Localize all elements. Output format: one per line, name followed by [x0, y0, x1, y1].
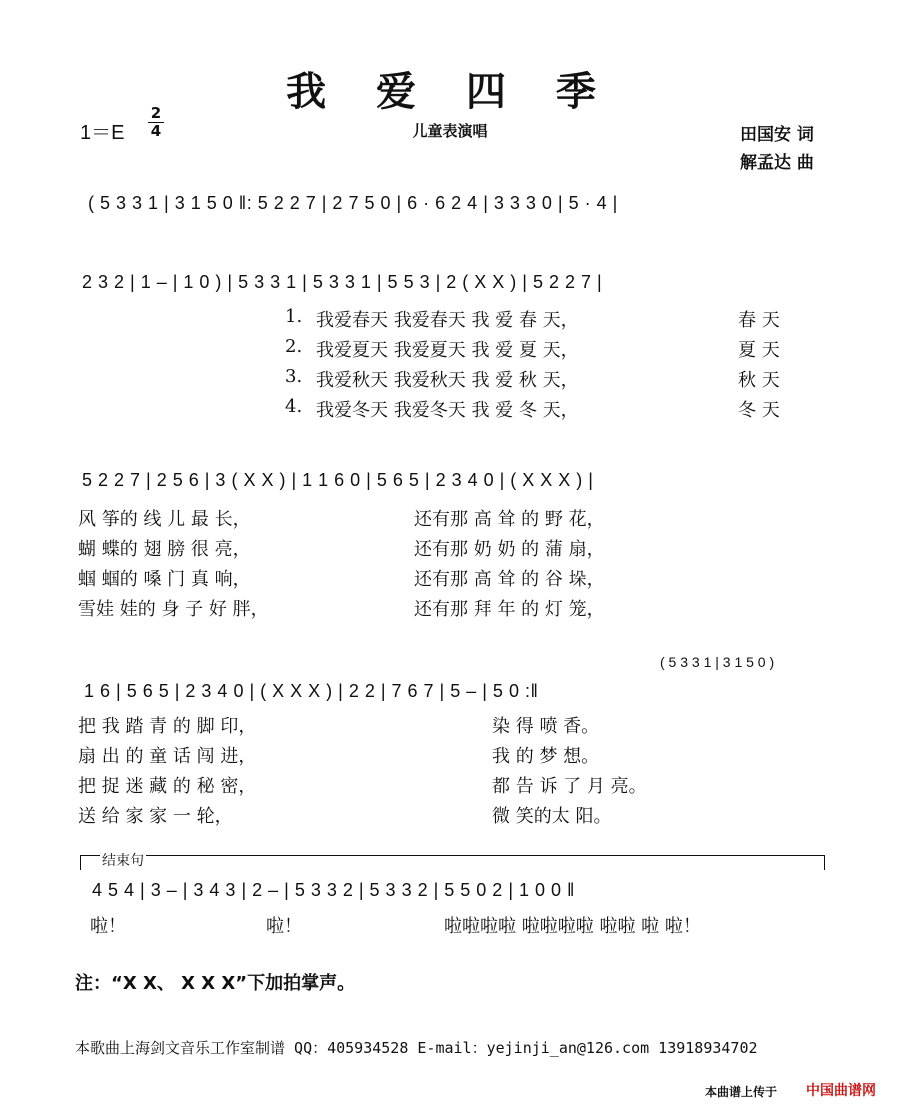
music-line-1	[0, 193, 900, 227]
verse-row	[0, 772, 900, 802]
verse-row	[0, 565, 900, 595]
notation-text: 1 6 | 5 6 5 | 2 3 4 0 | ( X X X ) | 2 2 | 7 6 7 | 5 – | 5 0 :‖	[84, 681, 539, 701]
verse-lyric: 把 捉 迷 藏 的 秘 密，	[78, 776, 257, 797]
verse-row	[0, 366, 900, 396]
ending-lyric: 啦啦啦啦 啦啦啦啦 啦啦 啦 啦！	[444, 916, 701, 937]
time-signature-top: 2	[150, 104, 162, 122]
verse-lyric-tail: 夏 天	[738, 340, 780, 361]
verse-row	[0, 535, 900, 565]
composer-credit: 解孟达 曲	[740, 153, 814, 173]
verse-lyric: 风 筝的 线 儿 最 长，	[78, 509, 251, 530]
verse-lyric-tail: 秋 天	[738, 370, 780, 391]
footer-credits: 本歌曲上海剑文音乐工作室制谱 QQ：405934528 E-mail：yejinji_an@126.com 13918934702	[75, 1039, 758, 1057]
repeat-annotation: ( 5 3 3 1 | 3 1 5 0 )	[660, 654, 775, 670]
verse-lyric: 都 告 诉 了 月 亮。	[492, 776, 647, 797]
ending-bracket	[80, 855, 825, 870]
verse-row	[0, 595, 900, 625]
verse-lyric: 染 得 喷 香。	[492, 716, 600, 737]
upload-text: 本曲谱上传于	[705, 1085, 778, 1099]
verse-row	[0, 712, 900, 742]
verse-lyric: 送 给 家 家 一 轮，	[78, 806, 233, 827]
verse-lyric-tail: 春 天	[738, 310, 780, 331]
music-line-2	[0, 272, 900, 306]
music-line-5	[0, 880, 900, 914]
verse-lyric: 扇 出 的 童 话 闯 进，	[78, 746, 257, 767]
notation-text: 2 3 2 | 1 – | 1 0 ) | 5 3 3 1 | 5 3 3 1 | 5 5 3 | 2 ( X X ) | 5 2 2 7 |	[82, 272, 603, 292]
notation-text: 4 5 4 | 3 – | 3 4 3 | 2 – | 5 3 3 2 | 5 3 3 2 | 5 5 0 2 | 1 0 0 ‖	[92, 880, 575, 900]
verse-row	[0, 742, 900, 772]
music-line-3	[0, 470, 900, 504]
performance-note: 注：“X X、 X X X”下加拍掌声。	[75, 973, 356, 994]
time-signature-bottom: 4	[150, 122, 162, 140]
verse-lyric: 我爱夏天 我爱夏天 我 爱 夏 天，	[316, 340, 579, 361]
verse-lyric: 雪娃 娃的 身 子 好 胖，	[78, 599, 269, 620]
verse-lyric: 微 笑的太 阳。	[492, 806, 612, 827]
verse-number: 2.	[285, 336, 303, 357]
verse-row	[0, 336, 900, 366]
lyricist-credit: 田国安 词	[740, 125, 814, 145]
verse-lyric: 还有那 高 耸 的 野 花，	[414, 509, 605, 530]
verse-row	[0, 505, 900, 535]
verse-lyric: 还有那 奶 奶 的 蒲 扇，	[414, 539, 605, 560]
ending-lyric-row	[0, 912, 900, 942]
verse-block-b	[0, 505, 900, 625]
verse-lyric: 蝴 蝶的 翅 膀 很 亮，	[78, 539, 251, 560]
verse-block-a	[0, 306, 900, 426]
verse-lyric: 我爱秋天 我爱秋天 我 爱 秋 天，	[316, 370, 579, 391]
key-signature: 1＝E	[80, 122, 125, 144]
verse-lyric: 我爱春天 我爱春天 我 爱 春 天，	[316, 310, 579, 331]
brand-logo[interactable]: 中国曲谱网	[806, 1083, 876, 1099]
verse-lyric: 还有那 高 耸 的 谷 垛，	[414, 569, 605, 590]
verse-row	[0, 802, 900, 832]
verse-lyric: 还有那 拜 年 的 灯 笼，	[414, 599, 605, 620]
verse-row	[0, 396, 900, 426]
verse-number: 3.	[285, 366, 303, 387]
verse-number: 4.	[285, 396, 303, 417]
notation-text: ( 5 3 3 1 | 3 1 5 0 ‖: 5 2 2 7 | 2 7 5 0 | 6 · 6 2 4 | 3 3 3 0 | 5 · 4 |	[88, 193, 618, 213]
verse-lyric: 蝈 蝈的 嗓 门 真 响，	[78, 569, 251, 590]
song-title: 我 爱 四 季	[286, 69, 614, 115]
performance-style: 儿童表演唱	[412, 122, 488, 140]
verse-lyric: 我 的 梦 想。	[492, 746, 600, 767]
verse-lyric: 把 我 踏 青 的 脚 印，	[78, 716, 257, 737]
verse-lyric-tail: 冬 天	[738, 400, 780, 421]
ending-lyric: 啦！	[266, 916, 302, 937]
music-line-4	[0, 681, 900, 715]
verse-block-c	[0, 712, 900, 832]
ending-label: 结束句	[100, 850, 146, 870]
ending-lyric: 啦！	[90, 916, 126, 937]
verse-lyric: 我爱冬天 我爱冬天 我 爱 冬 天，	[316, 400, 579, 421]
verse-number: 1.	[285, 306, 303, 327]
notation-text: 5 2 2 7 | 2 5 6 | 3 ( X X ) | 1 1 6 0 | 5 6 5 | 2 3 4 0 | ( X X X ) |	[82, 470, 594, 490]
verse-row	[0, 306, 900, 336]
